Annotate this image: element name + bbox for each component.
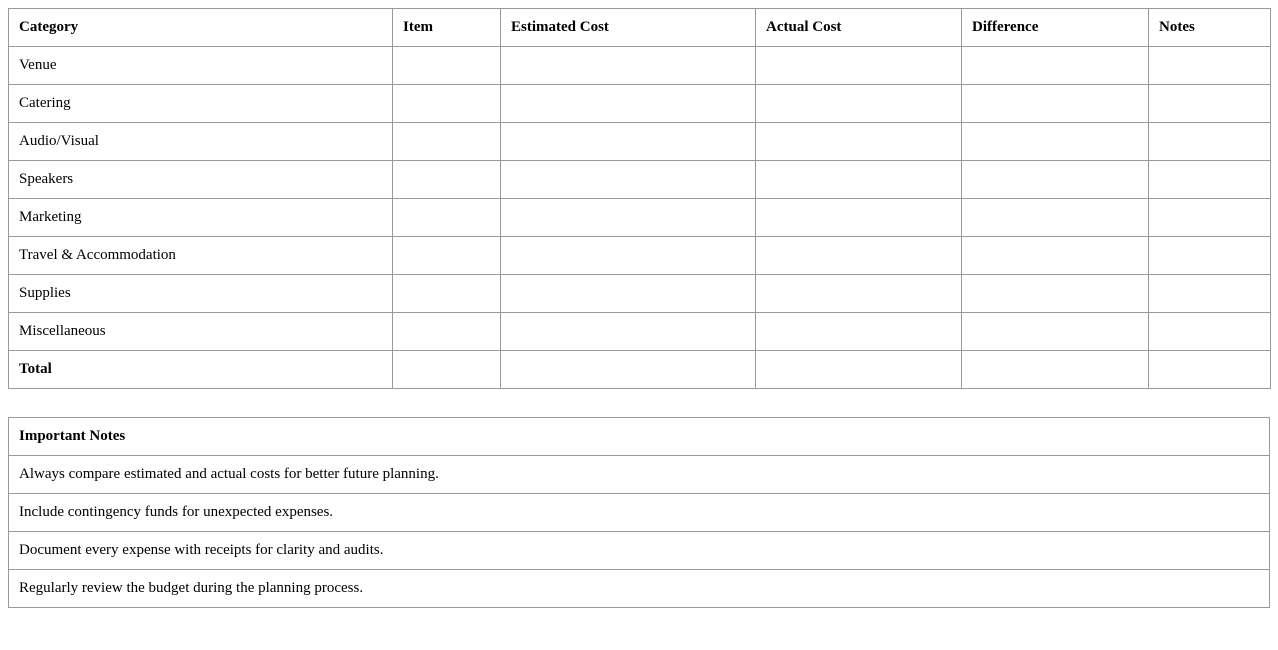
item-cell: [393, 123, 501, 161]
estimated-cost-cell: [501, 47, 756, 85]
total-difference-cell: [962, 351, 1149, 389]
estimated-cost-cell: [501, 199, 756, 237]
total-item-cell: [393, 351, 501, 389]
notes-cell: [1149, 123, 1271, 161]
difference-cell: [962, 237, 1149, 275]
list-item: [9, 494, 1270, 532]
actual-cost-cell: [756, 275, 962, 313]
important-notes-table: [8, 417, 1270, 608]
item-cell: [393, 237, 501, 275]
category-cell: Miscellaneous: [9, 313, 393, 351]
item-cell: [393, 85, 501, 123]
actual-cost-cell: [756, 237, 962, 275]
difference-cell: [962, 161, 1149, 199]
actual-cost-cell: [756, 123, 962, 161]
table-row: [9, 85, 1271, 123]
note-text: Document every expense with receipts for clarity and audits.: [9, 532, 1270, 570]
estimated-cost-cell: [501, 313, 756, 351]
table-row: [9, 47, 1271, 85]
total-label: Total: [9, 351, 393, 389]
notes-cell: [1149, 275, 1271, 313]
category-cell: Marketing: [9, 199, 393, 237]
difference-cell: [962, 275, 1149, 313]
budget-table: [8, 8, 1271, 389]
total-row: [9, 351, 1271, 389]
actual-cost-cell: [756, 161, 962, 199]
item-cell: [393, 47, 501, 85]
actual-cost-cell: [756, 199, 962, 237]
header-category: Category: [9, 9, 393, 47]
header-difference: Difference: [962, 9, 1149, 47]
item-cell: [393, 313, 501, 351]
estimated-cost-cell: [501, 85, 756, 123]
header-row: [9, 9, 1271, 47]
note-text: Include contingency funds for unexpected expenses.: [9, 494, 1270, 532]
item-cell: [393, 275, 501, 313]
table-row: [9, 199, 1271, 237]
budget-table-body: [9, 47, 1271, 389]
header-item: Item: [393, 9, 501, 47]
notes-cell: [1149, 85, 1271, 123]
header-actual-cost: Actual Cost: [756, 9, 962, 47]
total-actual-cost-cell: [756, 351, 962, 389]
estimated-cost-cell: [501, 161, 756, 199]
list-item: [9, 570, 1270, 608]
note-text: Always compare estimated and actual costs for better future planning.: [9, 456, 1270, 494]
notes-title: Important Notes: [9, 418, 1270, 456]
difference-cell: [962, 199, 1149, 237]
notes-cell: [1149, 313, 1271, 351]
estimated-cost-cell: [501, 275, 756, 313]
category-cell: Travel & Accommodation: [9, 237, 393, 275]
estimated-cost-cell: [501, 237, 756, 275]
difference-cell: [962, 313, 1149, 351]
list-item: [9, 532, 1270, 570]
item-cell: [393, 199, 501, 237]
total-notes-cell: [1149, 351, 1271, 389]
notes-title-row: [9, 418, 1270, 456]
notes-cell: [1149, 161, 1271, 199]
total-estimated-cost-cell: [501, 351, 756, 389]
actual-cost-cell: [756, 313, 962, 351]
table-row: [9, 313, 1271, 351]
table-row: [9, 275, 1271, 313]
item-cell: [393, 161, 501, 199]
category-cell: Audio/Visual: [9, 123, 393, 161]
notes-cell: [1149, 199, 1271, 237]
list-item: [9, 456, 1270, 494]
header-estimated-cost: Estimated Cost: [501, 9, 756, 47]
table-row: [9, 161, 1271, 199]
estimated-cost-cell: [501, 123, 756, 161]
difference-cell: [962, 47, 1149, 85]
actual-cost-cell: [756, 47, 962, 85]
notes-cell: [1149, 237, 1271, 275]
header-notes: Notes: [1149, 9, 1271, 47]
actual-cost-cell: [756, 85, 962, 123]
category-cell: Venue: [9, 47, 393, 85]
table-row: [9, 237, 1271, 275]
notes-cell: [1149, 47, 1271, 85]
difference-cell: [962, 123, 1149, 161]
category-cell: Catering: [9, 85, 393, 123]
category-cell: Speakers: [9, 161, 393, 199]
note-text: Regularly review the budget during the planning process.: [9, 570, 1270, 608]
category-cell: Supplies: [9, 275, 393, 313]
difference-cell: [962, 85, 1149, 123]
table-row: [9, 123, 1271, 161]
